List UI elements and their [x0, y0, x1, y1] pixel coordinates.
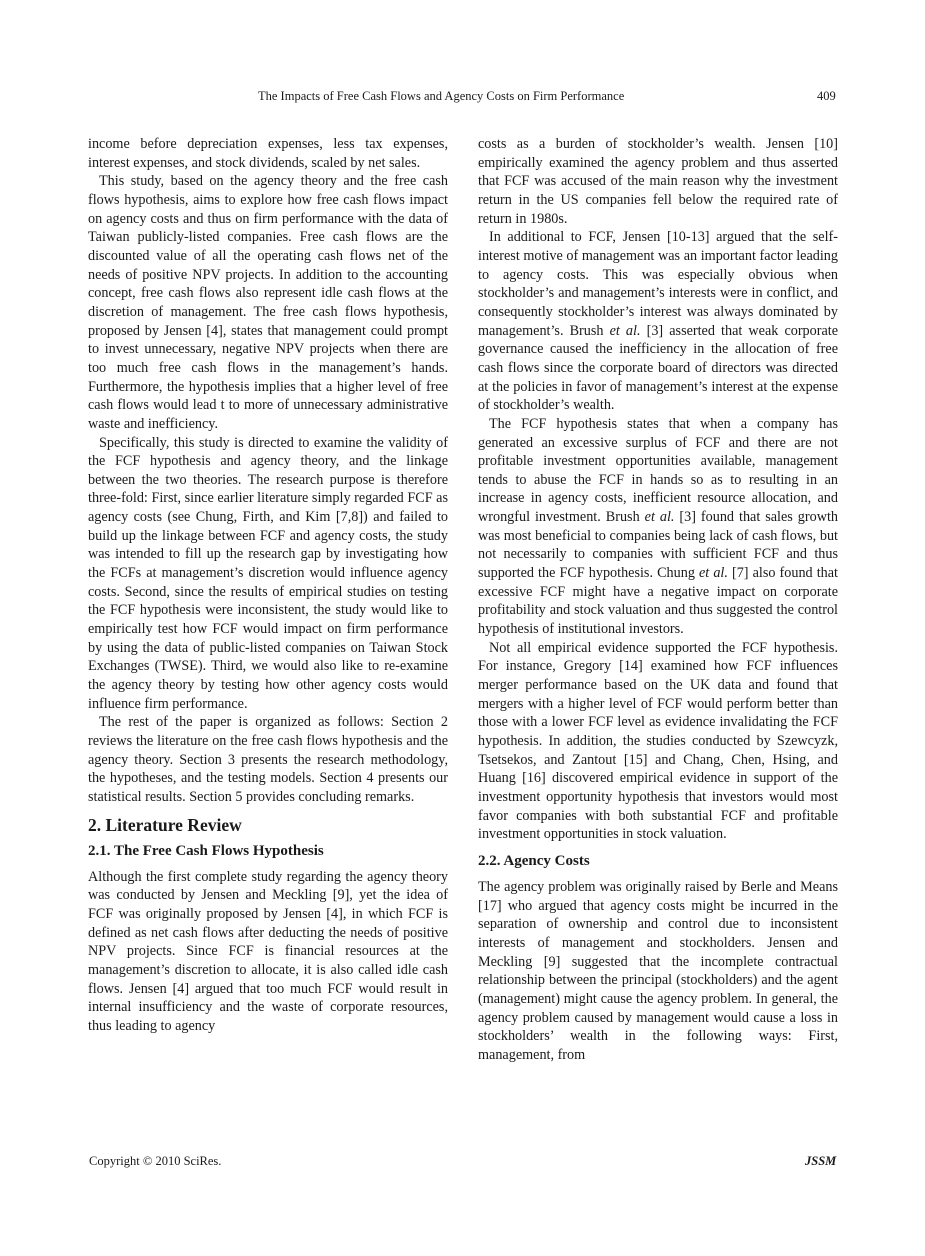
- section-heading: 2. Literature Review: [88, 814, 242, 835]
- subsection-heading: 2.1. The Free Cash Flows Hypothesis: [88, 842, 324, 859]
- text-run: [3] found that sales growth was most beneficial to companies being lack of cash flows, but not necessarily to companies with sufficient FCF and thus supported the FCF hypothesis. Chung: [478, 509, 838, 582]
- paragraph: [478, 228, 838, 415]
- page-header: [0, 89, 925, 107]
- paragraph: [478, 415, 838, 639]
- et-al-italic: et al.: [699, 565, 728, 582]
- paragraph: Specifically, this study is directed to examine the validity of the FCF hypothesis and agency theory, and the linkage between the two theories. The research purpose is therefore three-fold: First, since earlier literature simply regarded FCF as agency costs (see Chung, Firth, and Kim [7,8]) and failed to build up the linkage between FCF and agency costs, the study was intended to fill up the research gap by investigating how the FCFs at management’s discretion would influence agency costs. Second, since the results of empirical studies on testing the FCF hypothesis were inconsistent, the study would like to empirically test how FCF would impact on firm performance by using the data of public-listed companies on Taiwan Stock Exchanges (TWSE). Third, we would also like to re-examine the agency theory by testing how other agency costs would influence firm performance.: [88, 434, 448, 712]
- paragraph: This study, based on the agency theory and the free cash flows hypothesis, aims to explore how free cash flows impact on agency costs and thus on firm performance with the data of Taiwan publicly-listed companies. Free cash flows are the discounted value of all the operating cash flows net of the needs of positive NPV projects. In addition to the accounting concept, free cash flows also represent idle cash flows at the discretion of management. The free cash flows hypothesis, proposed by Jensen [4], states that management could prompt to invest unnecessary, negative NPV projects when there are too much free cash flows in the management’s hands. Furthermore, the hypothesis implies that a higher level of free cash flows would lead t to more of unnecessary administrative waste and inefficiency.: [88, 173, 448, 432]
- et-al-italic: et al.: [609, 322, 641, 339]
- subsection-heading: 2.2. Agency Costs: [478, 852, 590, 869]
- paragraph: Although the first complete study regarding the agency theory was conducted by Jensen and Meckling [9], yet the idea of FCF was originally proposed by Jensen [4], in which FCF is defined as net cash flows after deducting the needs of positive NPV projects. Since FCF is financial resources at the management’s discretion to allocate, it is also called idle cash flows. Jensen [4] argued that too much FCF would result in internal insufficiency and the waste of corporate resources, thus leading to agency: [88, 868, 448, 1034]
- paragraph: costs as a burden of stockholder’s wealth. Jensen [10] empirically examined the agency problem and thus asserted that FCF was accused of the main reason why the investment return in the US companies fell below the required rate of return in 1980s.: [478, 136, 838, 227]
- text-run: [7] also found that excessive FCF might have a negative impact on corporate profitability and stock valuation and thus suggested the control hypothesis of institutional investors.: [478, 565, 838, 638]
- text-run: The FCF hypothesis states that when a company has generated an excessive surplus of FCF and there are not profitable investment opportunities available, management tends to abuse the FCF in hands so as to resulting in an increase in agency costs, inefficient resource allocation, and wrongful investment. Brush: [478, 415, 838, 526]
- page-number: 409: [817, 89, 836, 103]
- paragraph: The agency problem was originally raised by Berle and Means [17] who argued that agency costs might be incurred in the separation of ownership and control due to inconsistent interests of management and stockholders. Jensen and Meckling [9] suggested that the incomplete contractual relationship between the principal (stockholders) and the agent (management) might cause the agency problem. In general, the agency problem caused by management would cause a loss in stockholders’ wealth in the following ways: First, management, from: [478, 878, 838, 1063]
- journal-abbreviation: JSSM: [805, 1154, 837, 1168]
- text-run: In additional to FCF, Jensen [10-13] argued that the self-interest motive of management was an important factor leading to agency costs. This was especially obvious when stockholder’s and management’s interests were in conflict, and consequently stockholder’s interest was always dominated by management’s. Brush: [478, 229, 838, 339]
- running-title: The Impacts of Free Cash Flows and Agency Costs on Firm Performance: [258, 89, 625, 103]
- paragraph: Not all empirical evidence supported the FCF hypothesis. For instance, Gregory [14] examined how FCF influences merger performance based on the UK data and found that mergers with a higher level of FCF would perform better than those with a lower FCF level as evidence invalidating the FCF hypothesis. In addition, the studies conducted by Szewcyzk, Tsetsekos, and Zantout [15] and Chang, Chen, Hsing, and Huang [16] discovered empirical evidence in support of the investment opportunity hypothesis that investors would most favor companies with both substantial FCF and profitable investment opportunities in stock valuation.: [478, 639, 838, 843]
- copyright-notice: Copyright © 2010 SciRes.: [89, 1154, 222, 1168]
- paragraph: The rest of the paper is organized as follows: Section 2 reviews the literature on the free cash flows hypothesis and the agency theory. Section 3 presents the research methodology, the hypotheses, and the testing models. Section 4 presents our statistical results. Section 5 provides concluding remarks.: [88, 714, 448, 805]
- text-run: [3] asserted that weak corporate governance caused the inefficiency in the allocation of free cash flows since the corporate board of directors was directed at the policies in favor of management’s interest at the expense of stockholder’s wealth.: [478, 322, 839, 414]
- right-column: [478, 135, 838, 1065]
- left-column: [88, 135, 448, 1036]
- paragraph: income before depreciation expenses, less tax expenses, interest expenses, and stock dividends, scaled by net sales.: [88, 136, 448, 171]
- et-al-italic: et al.: [644, 509, 675, 526]
